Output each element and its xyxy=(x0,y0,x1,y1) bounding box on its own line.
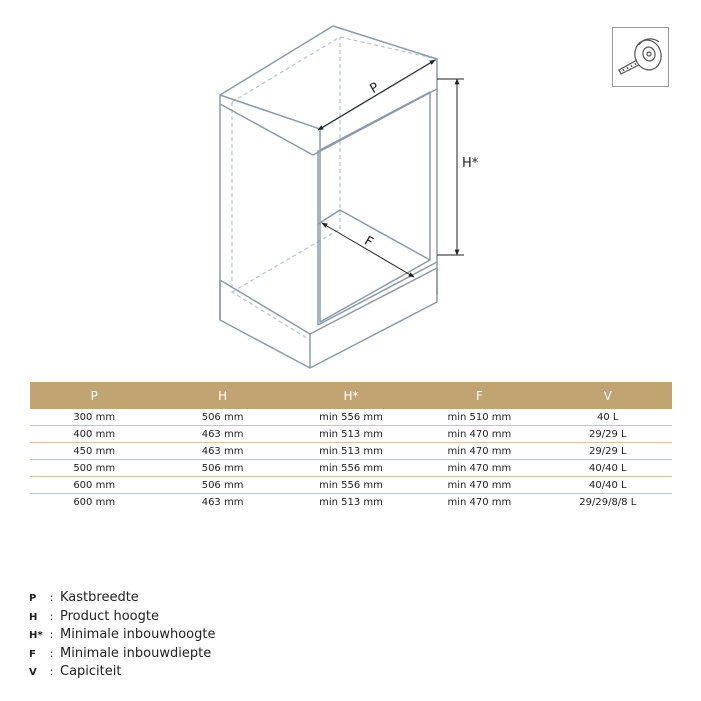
table-cell: 506 mm xyxy=(158,409,286,426)
table-cell: min 470 mm xyxy=(415,477,543,494)
table-body xyxy=(30,409,672,510)
legend-text: Kastbreedte xyxy=(60,590,139,605)
legend-key: H xyxy=(29,611,38,623)
legend-item xyxy=(29,663,215,682)
table-cell: 40/40 L xyxy=(544,477,672,494)
specification-table xyxy=(30,382,672,510)
measuring-tape-icon xyxy=(613,28,668,86)
table-cell: min 513 mm xyxy=(287,426,415,443)
column-header-f: F xyxy=(415,382,543,409)
table-row xyxy=(30,443,672,460)
table-cell: 463 mm xyxy=(158,426,286,443)
table-cell: 29/29/8/8 L xyxy=(579,496,637,508)
legend-key: V xyxy=(29,667,37,678)
table-cell: 463 mm xyxy=(201,496,244,508)
table-cell: 40 L xyxy=(544,409,672,426)
legend-text: Product hoogte xyxy=(60,608,159,624)
table-row xyxy=(30,494,672,511)
table-cell: 40/40 L xyxy=(544,460,672,477)
legend-item xyxy=(29,608,215,627)
table-cell: min 556 mm xyxy=(287,460,415,477)
table-cell: 600 mm xyxy=(73,496,116,508)
measuring-tape-icon-box xyxy=(612,27,669,87)
table-row xyxy=(30,460,672,477)
legend-item xyxy=(29,589,215,608)
legend-colon: : xyxy=(49,665,54,678)
table-cell: 29/29 L xyxy=(544,426,672,443)
legend-colon: : xyxy=(49,628,54,641)
legend-key: H* xyxy=(29,630,43,641)
legend-colon: : xyxy=(49,591,54,604)
column-header-h-star: H* xyxy=(287,382,415,409)
table-cell: 450 mm xyxy=(30,443,158,460)
table-cell: min 513 mm xyxy=(287,443,415,460)
legend-item xyxy=(29,645,215,664)
column-header-p: P xyxy=(30,382,158,409)
table-cell: min 470 mm xyxy=(415,426,543,443)
table-cell: min 513 mm xyxy=(319,496,383,508)
cabinet-edges xyxy=(220,26,437,368)
table-cell: 29/29 L xyxy=(544,443,672,460)
table-cell: 500 mm xyxy=(30,460,158,477)
table-cell: 300 mm xyxy=(30,409,158,426)
column-header-h: H xyxy=(158,382,286,409)
table-cell: min 470 mm xyxy=(415,460,543,477)
table-row xyxy=(30,426,672,443)
legend-text: Capiciteit xyxy=(60,664,122,679)
table-cell: 506 mm xyxy=(158,477,286,494)
legend-text: Minimale inbouwhoogte xyxy=(60,627,216,642)
table-cell: min 470 mm xyxy=(415,443,543,460)
h-star-label: H* xyxy=(462,156,479,171)
legend-text: Minimale inbouwdiepte xyxy=(60,645,212,661)
p-label: P xyxy=(367,80,382,97)
table-cell: min 556 mm xyxy=(287,477,415,494)
table-cell: min 556 mm xyxy=(287,409,415,426)
hidden-edges xyxy=(232,37,437,340)
legend-key: P xyxy=(29,593,37,604)
table-cell: min 470 mm xyxy=(447,496,512,508)
legend-colon: : xyxy=(49,646,54,660)
table-cell: 600 mm xyxy=(30,477,158,494)
legend-key: F xyxy=(29,648,36,660)
table-cell: min 510 mm xyxy=(415,409,543,426)
legend-colon: : xyxy=(49,609,54,623)
table-row xyxy=(30,477,672,494)
table-cell: 463 mm xyxy=(158,443,286,460)
table-row xyxy=(30,409,672,426)
table-header-row xyxy=(30,382,672,409)
legend xyxy=(29,589,215,682)
legend-item xyxy=(29,626,215,645)
table-cell: 506 mm xyxy=(158,460,286,477)
column-header-v: V xyxy=(544,382,672,409)
f-label: F xyxy=(361,233,376,251)
table-cell: 400 mm xyxy=(30,426,158,443)
